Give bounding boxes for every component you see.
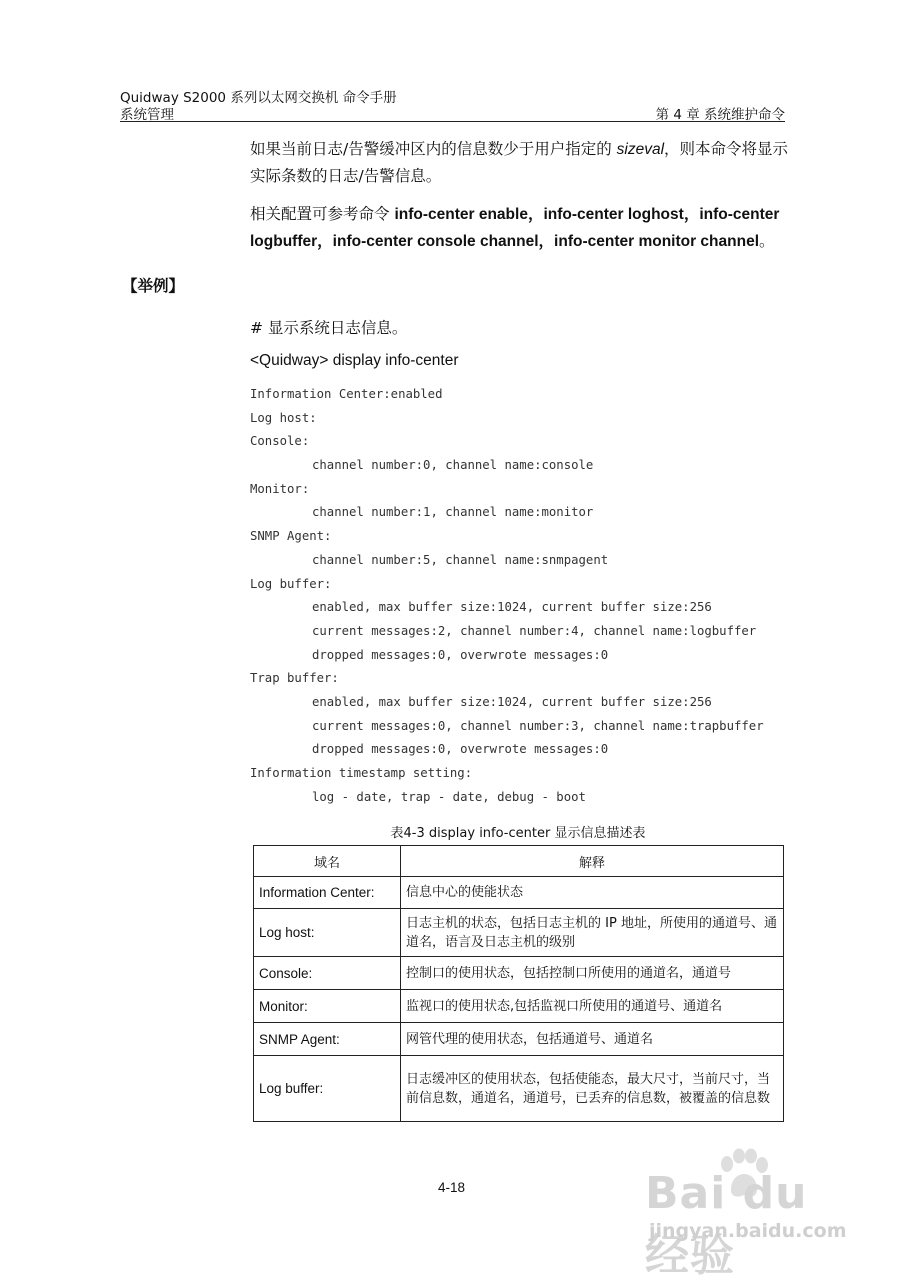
output-line: dropped messages:0, overwrote messages:0 xyxy=(312,742,609,757)
table-header-row xyxy=(254,846,784,877)
table-row xyxy=(254,957,784,990)
header-row xyxy=(120,103,785,123)
field-cell: Log buffer: xyxy=(254,1056,401,1122)
table-row xyxy=(254,1023,784,1056)
table-row xyxy=(254,877,784,909)
header-explanation: 解释 xyxy=(401,846,784,877)
output-line: enabled, max buffer size:1024, current buffer size:256 xyxy=(312,694,712,709)
example-comment: # 显示系统日志信息。 xyxy=(250,319,408,337)
desc-cell: 控制口的使用状态，包括控制口所使用的通道名，通道号 xyxy=(401,957,784,990)
table-row xyxy=(254,909,784,957)
desc-cell: 日志主机的状态，包括日志主机的 IP 地址，所使用的通道号、通道名，语言及日志主机的级别 xyxy=(401,909,784,957)
output-line: SNMP Agent: xyxy=(250,529,332,544)
watermark-brand: Bai du 经验 xyxy=(645,1168,808,1281)
output-line: enabled, max buffer size:1024, current buffer size:256 xyxy=(312,600,712,615)
output-line: Information Center:enabled xyxy=(250,387,443,401)
cmd-info-center-loghost: info-center loghost xyxy=(543,206,684,223)
output-line: Log buffer: xyxy=(250,576,332,591)
output-line: Console: xyxy=(250,434,310,449)
example-command: <Quidway> display info-center xyxy=(250,352,459,369)
output-line: Information timestamp setting: xyxy=(250,766,473,780)
desc-cell: 日志缓冲区的使用状态，包括使能态，最大尺寸，当前尺寸，当前信息数，通道名，通道号，已丢弃的信息数，被覆盖的信息数 xyxy=(401,1056,784,1122)
table-caption: 表4-3 display info-center 显示信息描述表 xyxy=(390,826,646,841)
cmd-info-center-enable: info-center enable xyxy=(394,206,528,223)
output-line: channel number:0, channel name:console xyxy=(312,458,594,473)
desc-cell: 信息中心的使能状态 xyxy=(401,877,784,909)
cmd-info-center-monitor-channel: info-center monitor channel xyxy=(554,233,760,250)
paragraph-related-config: 相关配置可参考命令 info-center enable，info-center loghost，info-center logbuffer，info-center console channel，info-center monitor channel。 xyxy=(250,205,780,250)
output-line: dropped messages:0, overwrote messages:0 xyxy=(312,647,609,662)
watermark xyxy=(645,1148,865,1281)
output-line: Monitor: xyxy=(250,481,310,496)
output-line: channel number:5, channel name:snmpagent xyxy=(312,552,609,567)
cmd-info-center-console-channel: info-center console channel xyxy=(332,233,539,250)
desc-cell: 监视口的使用状态,包括监视口所使用的通道号、通道名 xyxy=(401,990,784,1023)
header-title: Quidway S2000 系列以太网交换机 命令手册 xyxy=(120,90,397,106)
header-field-name: 域名 xyxy=(254,846,401,877)
header-section: 系统管理 xyxy=(120,107,174,123)
table-row xyxy=(254,1056,784,1122)
field-cell: Information Center: xyxy=(254,877,401,909)
output-line: Trap buffer: xyxy=(250,671,339,686)
header-divider xyxy=(120,121,785,122)
output-line: channel number:1, channel name:monitor xyxy=(312,505,594,520)
term-sizeval: sizeval xyxy=(616,141,665,158)
example-heading: 【举例】 xyxy=(122,277,185,295)
command-output xyxy=(250,383,764,809)
watermark-url: jingyan.baidu.com xyxy=(649,1220,847,1242)
page-number: 4-18 xyxy=(438,1180,466,1195)
output-line: log - date, trap - date, debug - boot xyxy=(312,789,586,804)
header-chapter: 第 4 章 系统维护命令 xyxy=(655,107,785,123)
output-line: current messages:2, channel number:4, channel name:logbuffer xyxy=(312,623,757,638)
output-line: Log host: xyxy=(250,410,317,425)
field-cell: Log host: xyxy=(254,909,401,957)
table-row xyxy=(254,990,784,1023)
desc-cell: 网管代理的使用状态，包括通道号、通道名 xyxy=(401,1023,784,1056)
field-cell: SNMP Agent: xyxy=(254,1023,401,1056)
field-cell: Console: xyxy=(254,957,401,990)
output-line: current messages:0, channel number:3, channel name:trapbuffer xyxy=(312,718,764,733)
cmd-info-center-logbuffer: info-center logbuffer xyxy=(250,206,780,250)
field-cell: Monitor: xyxy=(254,990,401,1023)
paragraph-sizeval: 如果当前日志/告警缓冲区内的信息数少于用户指定的 sizeval，则本命令将显示实际条数的日志/告警信息。 xyxy=(250,140,789,185)
info-center-table xyxy=(253,845,784,1122)
